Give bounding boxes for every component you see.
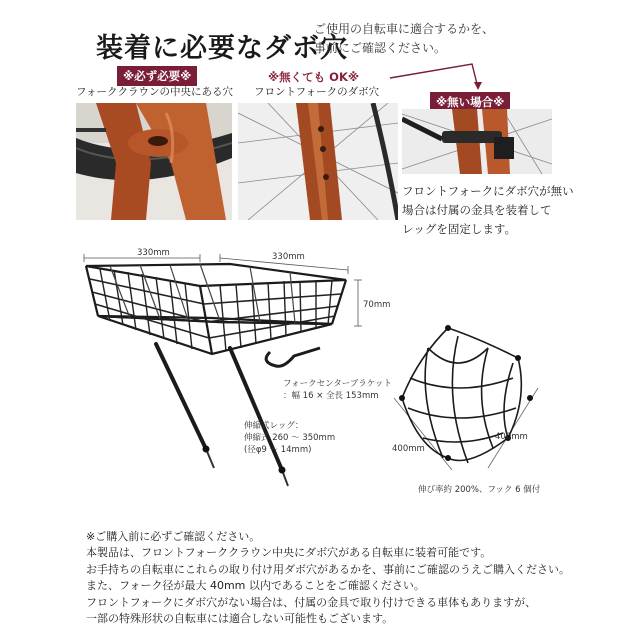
leg-label: 伸縮式レッグ：	[244, 421, 304, 431]
cargo-net-diagram	[388, 318, 548, 478]
clamp-bracket-photo	[402, 109, 552, 174]
note-line-4: また、フォーク径が最大 40mm 以内であることをご確認ください。	[86, 579, 425, 593]
intro-line-1: ご使用の自転車に適合するかを、	[314, 22, 495, 36]
required-caption: フォーククラウンの中央にある穴	[76, 86, 233, 98]
required-badge: ※必ず必要※	[117, 66, 197, 86]
page-title: 装着に必要なダボ穴	[96, 33, 348, 64]
front-fork-boss-photo	[238, 103, 398, 220]
basket-diagram	[70, 244, 370, 494]
intro-text	[314, 20, 494, 58]
bracket-spec: ：幅 16 × 全長 153mm	[283, 391, 379, 401]
intro-line-2: 事前にご確認ください。	[314, 41, 447, 55]
leg-spec: 伸縮式 260 ～ 350mm	[244, 433, 336, 443]
optional-label: ※無くても OK※	[268, 70, 360, 84]
leg-caption	[244, 420, 335, 456]
absent-note-line-1: フロントフォークにダボ穴が無い	[402, 184, 574, 198]
note-line-6: 一部の特殊形状の自転車には適合しない可能性もございます。	[86, 612, 394, 626]
leg-diameter: (径φ9 ～ 14mm)	[244, 445, 312, 455]
bracket-label: フォークセンターブラケット	[283, 379, 392, 389]
note-line-2: 本製品は、フロントフォーククラウン中央にダボ穴がある自転車に装着可能です。	[86, 546, 492, 560]
fork-crown-photo	[76, 103, 232, 220]
note-line-5: フロントフォークにダボ穴がない場合は、付属の金具で取り付けできる車体もありますが、	[86, 595, 537, 609]
absent-note	[402, 182, 574, 239]
absent-badge: ※無い場合※	[430, 92, 510, 112]
basket-width-right: 330mm	[272, 252, 305, 262]
net-dim-b: 400mm	[495, 432, 528, 442]
note-line-3: お手持ちの自転車にこれらの取り付け用ダボ穴があるかを、事前にご確認のうえご購入ください。	[86, 562, 570, 576]
note-line-1: ※ご購入前に必ずご確認ください。	[86, 530, 261, 543]
optional-caption: フロントフォークのダボ穴	[254, 86, 380, 98]
notes-block	[86, 529, 570, 627]
net-dim-a: 400mm	[392, 444, 425, 454]
absent-note-line-3: レッグを固定します。	[402, 222, 516, 236]
basket-width-left: 330mm	[137, 248, 170, 258]
net-spec: 伸び率約 200%、フック 6 個付	[418, 485, 541, 495]
absent-note-line-2: 場合は付属の金具を装着して	[402, 203, 552, 217]
basket-height: 70mm	[363, 300, 391, 310]
bracket-caption	[283, 378, 392, 402]
